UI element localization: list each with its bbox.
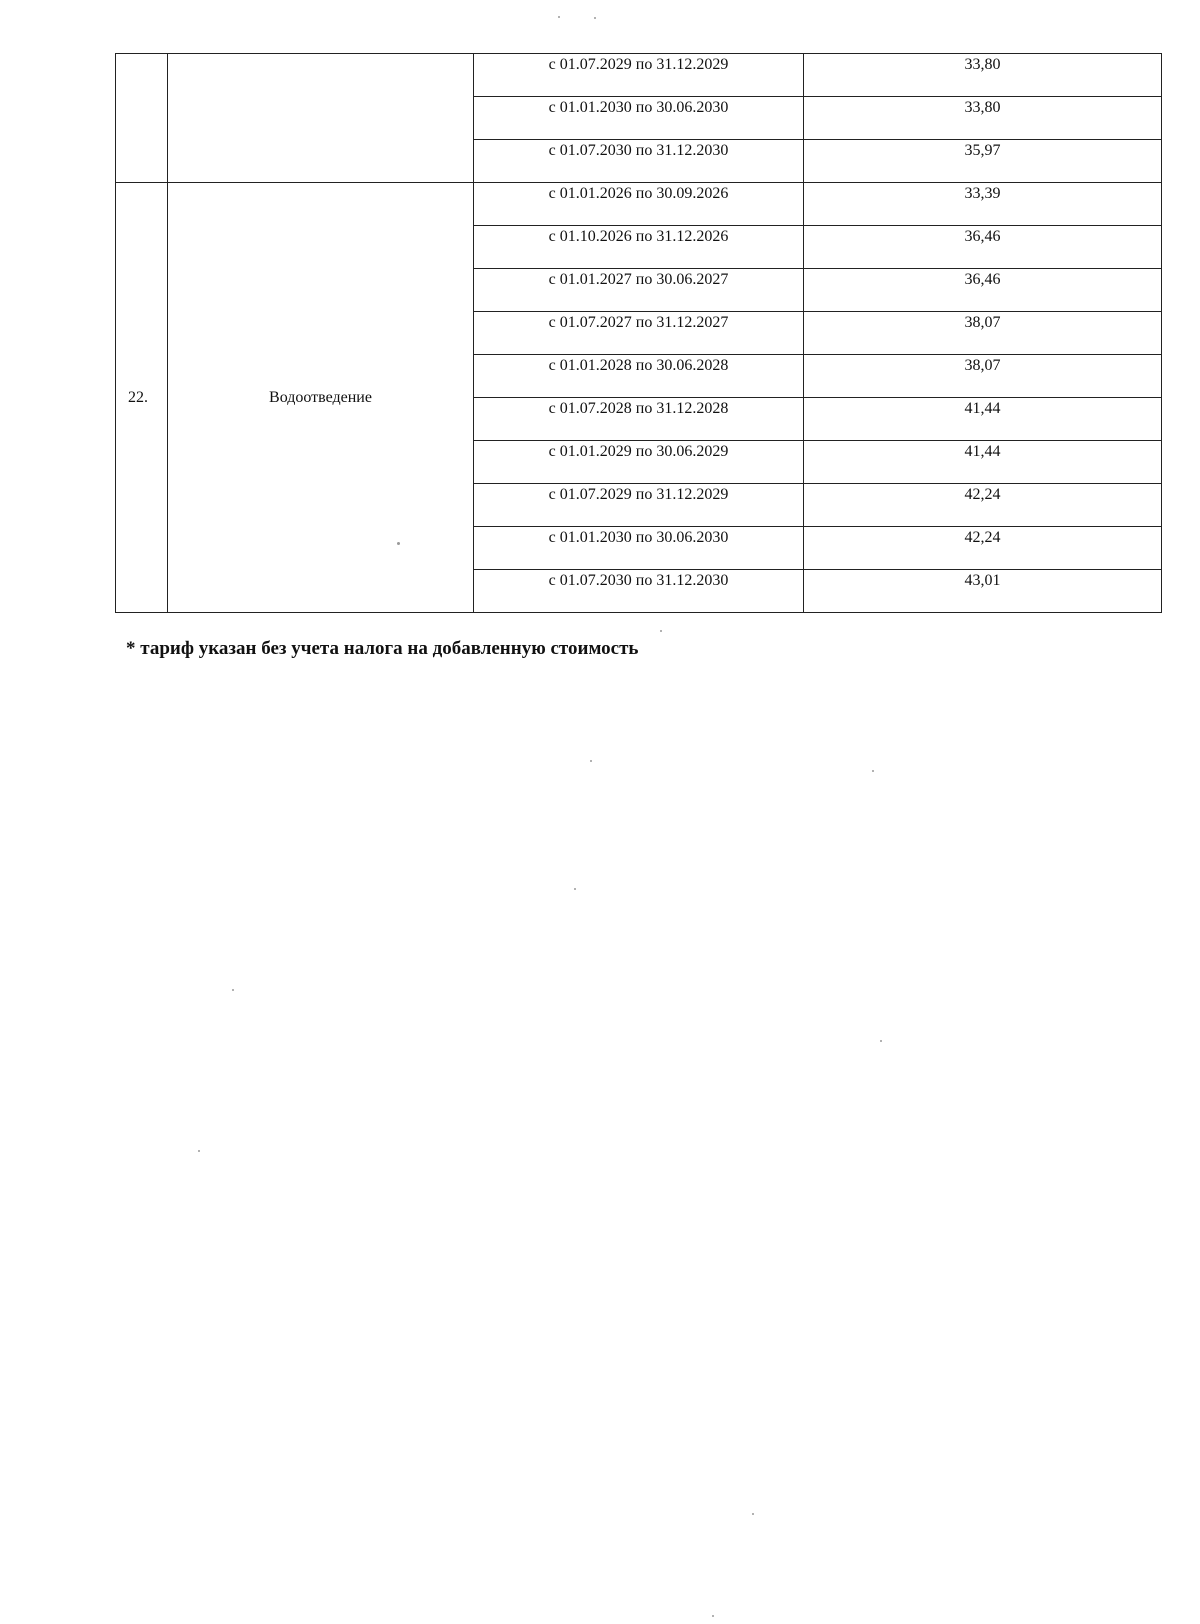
scan-speck bbox=[232, 989, 234, 991]
tariff-value-cell: 36,46 bbox=[804, 226, 1162, 269]
period-cell: с 01.07.2029 по 31.12.2029 bbox=[474, 54, 804, 97]
scan-speck bbox=[660, 630, 662, 632]
tariff-value-cell: 35,97 bbox=[804, 140, 1162, 183]
period-cell: с 01.07.2030 по 31.12.2030 bbox=[474, 570, 804, 613]
tariff-value-cell: 38,07 bbox=[804, 312, 1162, 355]
scan-speck bbox=[590, 760, 592, 762]
footnote: * тариф указан без учета налога на добавленную стоимость bbox=[126, 638, 639, 659]
scan-speck bbox=[712, 1615, 714, 1617]
scan-speck bbox=[574, 888, 576, 890]
table-row bbox=[116, 54, 1162, 97]
tariff-value-cell: 33,39 bbox=[804, 183, 1162, 226]
period-cell: с 01.07.2027 по 31.12.2027 bbox=[474, 312, 804, 355]
period-cell: с 01.07.2030 по 31.12.2030 bbox=[474, 140, 804, 183]
scan-speck bbox=[594, 17, 596, 19]
tariff-table bbox=[115, 53, 1162, 613]
tariff-value-cell: 41,44 bbox=[804, 398, 1162, 441]
period-cell: с 01.07.2028 по 31.12.2028 bbox=[474, 398, 804, 441]
period-cell: с 01.01.2026 по 30.09.2026 bbox=[474, 183, 804, 226]
tariff-value-cell: 41,44 bbox=[804, 441, 1162, 484]
tariff-value-cell: 42,24 bbox=[804, 484, 1162, 527]
table-row bbox=[116, 183, 1162, 226]
tariff-value-cell: 42,24 bbox=[804, 527, 1162, 570]
period-cell: с 01.01.2029 по 30.06.2029 bbox=[474, 441, 804, 484]
tariff-value-cell: 33,80 bbox=[804, 54, 1162, 97]
scan-speck bbox=[198, 1150, 200, 1152]
service-name-cell: Водоотведение bbox=[168, 183, 474, 613]
period-cell: с 01.01.2027 по 30.06.2027 bbox=[474, 269, 804, 312]
row-number-cell bbox=[116, 54, 168, 183]
tariff-value-cell: 38,07 bbox=[804, 355, 1162, 398]
scan-speck bbox=[397, 542, 400, 545]
period-cell: с 01.01.2028 по 30.06.2028 bbox=[474, 355, 804, 398]
service-name-cell bbox=[168, 54, 474, 183]
tariff-value-cell: 33,80 bbox=[804, 97, 1162, 140]
scan-speck bbox=[880, 1040, 882, 1042]
period-cell: с 01.10.2026 по 31.12.2026 bbox=[474, 226, 804, 269]
period-cell: с 01.01.2030 по 30.06.2030 bbox=[474, 97, 804, 140]
scan-speck bbox=[752, 1513, 754, 1515]
scan-speck bbox=[558, 16, 560, 18]
tariff-value-cell: 43,01 bbox=[804, 570, 1162, 613]
period-cell: с 01.01.2030 по 30.06.2030 bbox=[474, 527, 804, 570]
period-cell: с 01.07.2029 по 31.12.2029 bbox=[474, 484, 804, 527]
tariff-value-cell: 36,46 bbox=[804, 269, 1162, 312]
row-number-cell: 22. bbox=[116, 183, 168, 613]
scan-speck bbox=[872, 770, 874, 772]
